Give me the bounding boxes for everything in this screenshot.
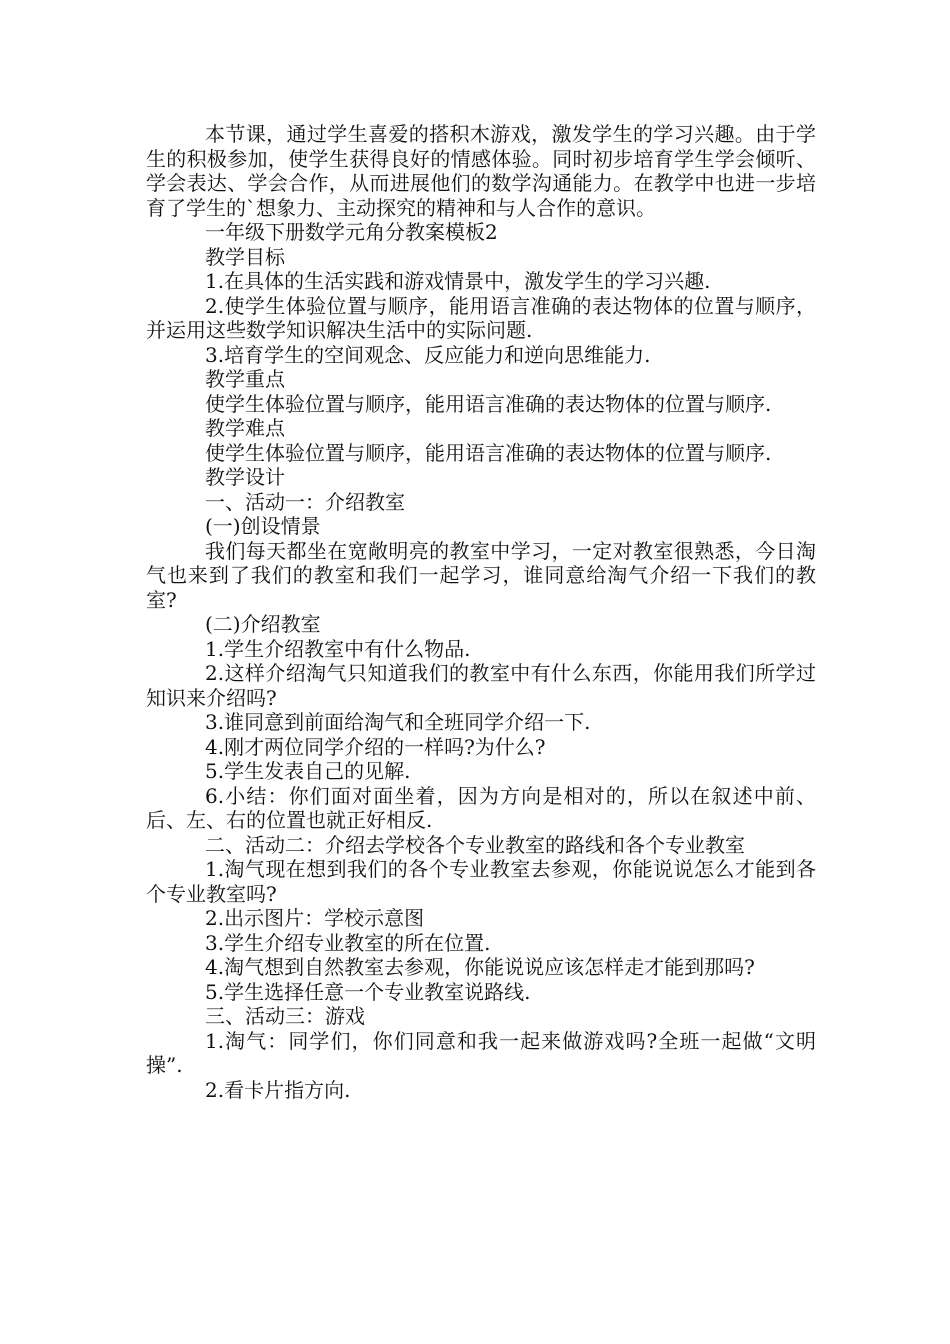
heading-key-points: 教学重点 — [205, 367, 285, 391]
list-item: 3.谁同意到前面给淘气和全班同学介绍一下. — [205, 710, 591, 734]
subheading-scenario: (一)创设情景 — [205, 514, 321, 538]
goal-item: 3.培育学生的空间观念、反应能力和逆向思维能力. — [205, 342, 651, 367]
list-item: 2.这样介绍淘气只知道我们的教室中有什么东西，你能用我们所学过知识来介绍吗? — [146, 661, 816, 710]
list-item: 2.出示图片：学校示意图 — [205, 906, 425, 930]
heading-teaching-goals: 教学目标 — [205, 244, 285, 269]
heading-teaching-design: 教学设计 — [205, 465, 285, 489]
list-item: 2.看卡片指方向. — [205, 1077, 351, 1102]
paragraph-scenario: 我们每天都坐在宽敞明亮的教室中学习，一定对教室很熟悉，今日淘气也来到了我们的教室和我们一起学习，谁同意给淘气介绍一下我们的教室? — [146, 538, 816, 612]
list-item: 4.刚才两位同学介绍的一样吗?为什么? — [205, 734, 546, 759]
list-item: 5.学生发表自己的见解. — [205, 759, 411, 783]
document-title: 一年级下册数学元角分教案模板2 — [205, 220, 498, 244]
list-item: 1.学生介绍教室中有什么物品. — [205, 636, 471, 661]
goal-item: 1.在具体的生活实践和游戏情景中，激发学生的学习兴趣. — [205, 269, 711, 293]
document-body — [146, 122, 816, 1102]
list-item: 1.淘气：同学们，你们同意和我一起来做游戏吗?全班一起做“文明操”. — [146, 1028, 816, 1077]
list-item: 3.学生介绍专业教室的所在位置. — [205, 930, 491, 955]
paragraph-summary: 本节课，通过学生喜爱的搭积木游戏，激发学生的学习兴趣。由于学生的积极参加，使学生获得良好的情感体验。同时初步培育学生学会倾听、学会表达、学会合作，从而进展他们的数学沟通能力。在教学中也进一步培育了学生的`想象力、主动探究的精神和与人合作的意识。 — [146, 122, 816, 220]
key-points-text: 使学生体验位置与顺序，能用语言准确的表达物体的位置与顺序. — [205, 391, 772, 416]
goal-item: 2.使学生体验位置与顺序，能用语言准确的表达物体的位置与顺序，并运用这些数学知识解决生活中的实际问题. — [146, 293, 816, 342]
difficulties-text: 使学生体验位置与顺序，能用语言准确的表达物体的位置与顺序. — [205, 440, 772, 465]
heading-activity-two: 二、活动二：介绍去学校各个专业教室的路线和各个专业教室 — [205, 832, 745, 857]
list-item: 1.淘气现在想到我们的各个专业教室去参观，你能说说怎么才能到各个专业教室吗? — [146, 857, 816, 906]
heading-activity-three: 三、活动三：游戏 — [205, 1004, 365, 1028]
list-item: 5.学生选择任意一个专业教室说路线. — [205, 979, 531, 1004]
list-item: 4.淘气想到自然教室去参观，你能说说应该怎样走才能到那吗? — [205, 955, 755, 979]
heading-activity-one: 一、活动一：介绍教室 — [205, 489, 405, 514]
list-item: 6.小结：你们面对面坐着，因为方向是相对的，所以在叙述中前、后、左、右的位置也就正好相反. — [146, 783, 816, 832]
subheading-introduce-classroom: (二)介绍教室 — [205, 612, 321, 636]
heading-difficulties: 教学难点 — [205, 416, 285, 440]
